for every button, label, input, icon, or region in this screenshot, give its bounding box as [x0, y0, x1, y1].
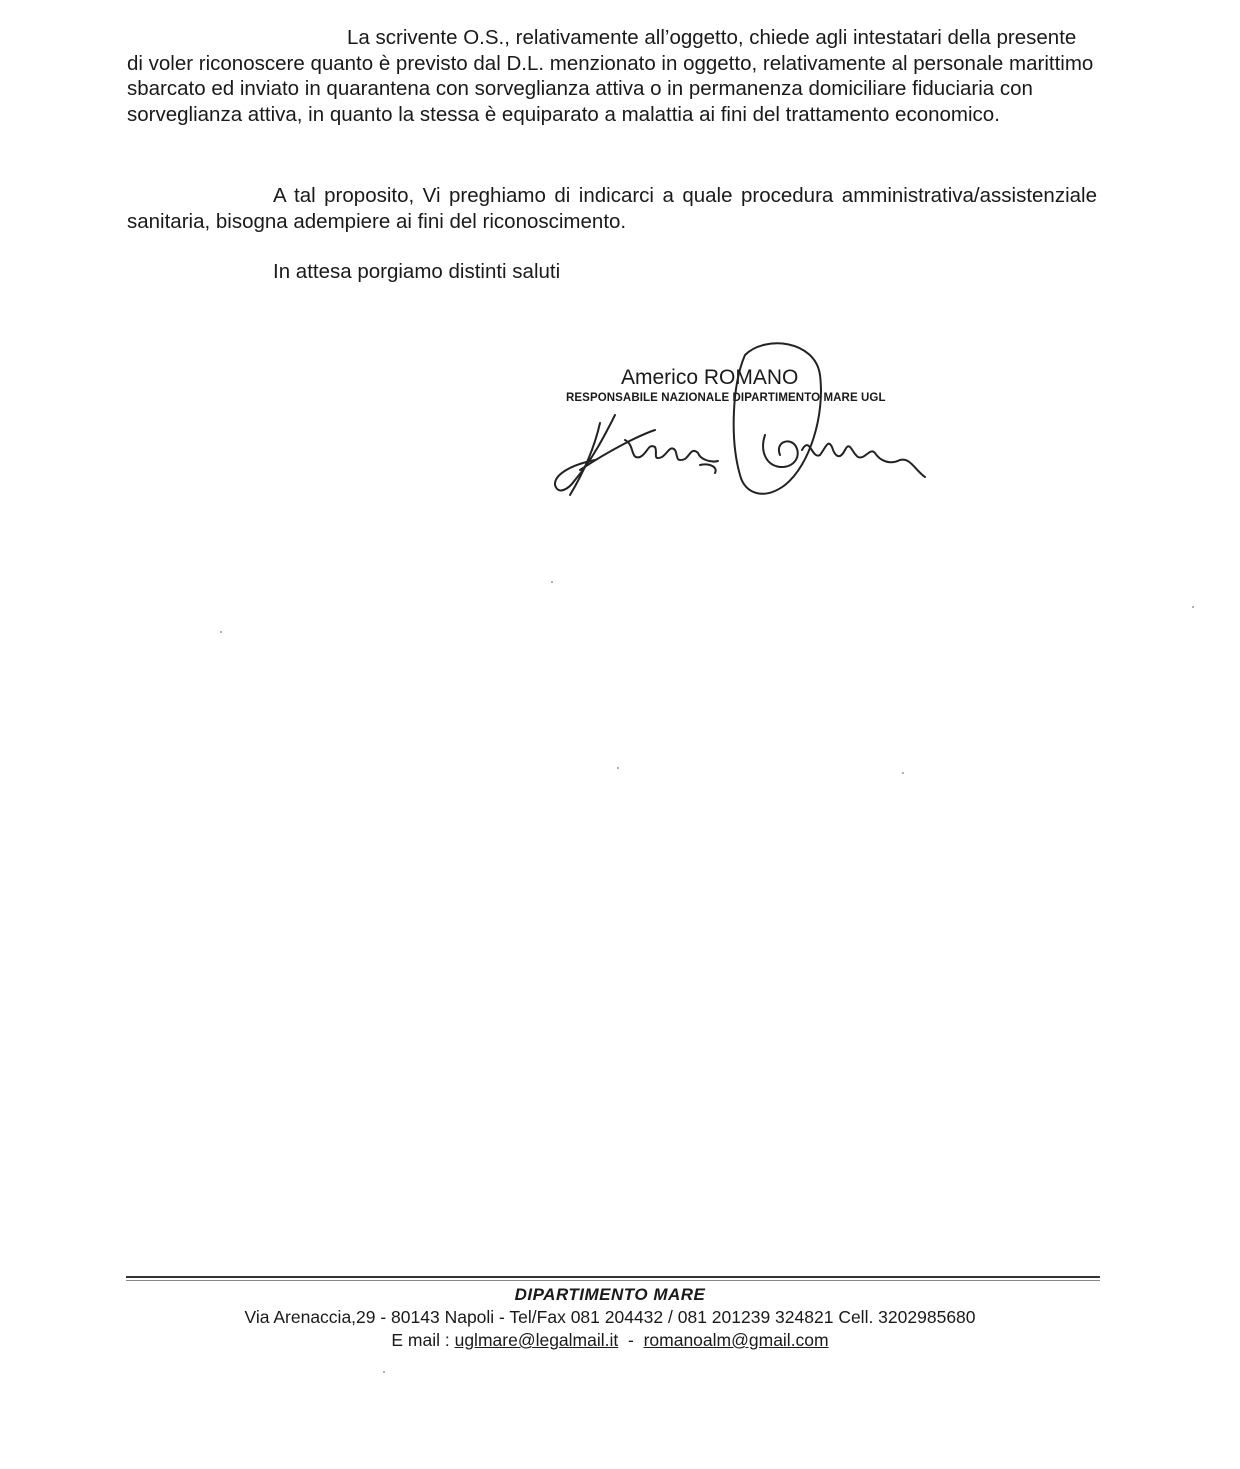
footer-email-link-2[interactable]: romanoalm@gmail.com — [643, 1330, 829, 1350]
scan-speck — [902, 772, 904, 774]
footer-department-title: DIPARTIMENTO MARE — [514, 1285, 706, 1304]
footer-email-separator: - — [623, 1330, 639, 1350]
scan-speck — [551, 581, 553, 583]
body-paragraph-request: La scrivente O.S., relativamente all’oggetto, chiede agli intestatari della presente di voler riconoscere quanto è previsto dal D.L. menzionato in oggetto, relativamente al personale marittimo sbarcato ed inviato in quarantena con sorveglianza attiva o in permanenza domiciliare fiduciaria con sorveglianza attiva, in quanto la stessa è equiparato a malattia ai fini del trattamento economico. — [127, 26, 1094, 126]
scan-speck — [617, 767, 619, 769]
footer-email-link-1[interactable]: uglmare@legalmail.it — [454, 1330, 619, 1350]
footer-divider-secondary — [126, 1280, 1100, 1281]
scan-speck — [1192, 606, 1194, 608]
body-paragraph-procedure: A tal proposito, Vi preghiamo di indicarci a quale procedura amministrativa/assistenziale sanitaria, bisogna adempiere ai fini del riconoscimento. — [127, 184, 1097, 233]
signatory-role: RESPONSABILE NAZIONALE DIPARTIMENTO MARE UGL — [566, 392, 886, 404]
footer-email-line — [0, 1330, 1220, 1351]
handwritten-signature — [540, 335, 940, 510]
closing-salutation: In attesa porgiamo distinti saluti — [273, 260, 561, 283]
footer-divider — [126, 1276, 1100, 1278]
scan-speck — [383, 1371, 385, 1373]
scan-speck — [220, 631, 222, 633]
footer-address: Via Arenaccia,29 - 80143 Napoli - Tel/Fax 081 204432 / 081 201239 324821 Cell. 3202985680 — [244, 1307, 976, 1327]
signatory-name: Americo ROMANO — [621, 366, 799, 389]
footer-email-label: E mail : — [391, 1330, 450, 1350]
